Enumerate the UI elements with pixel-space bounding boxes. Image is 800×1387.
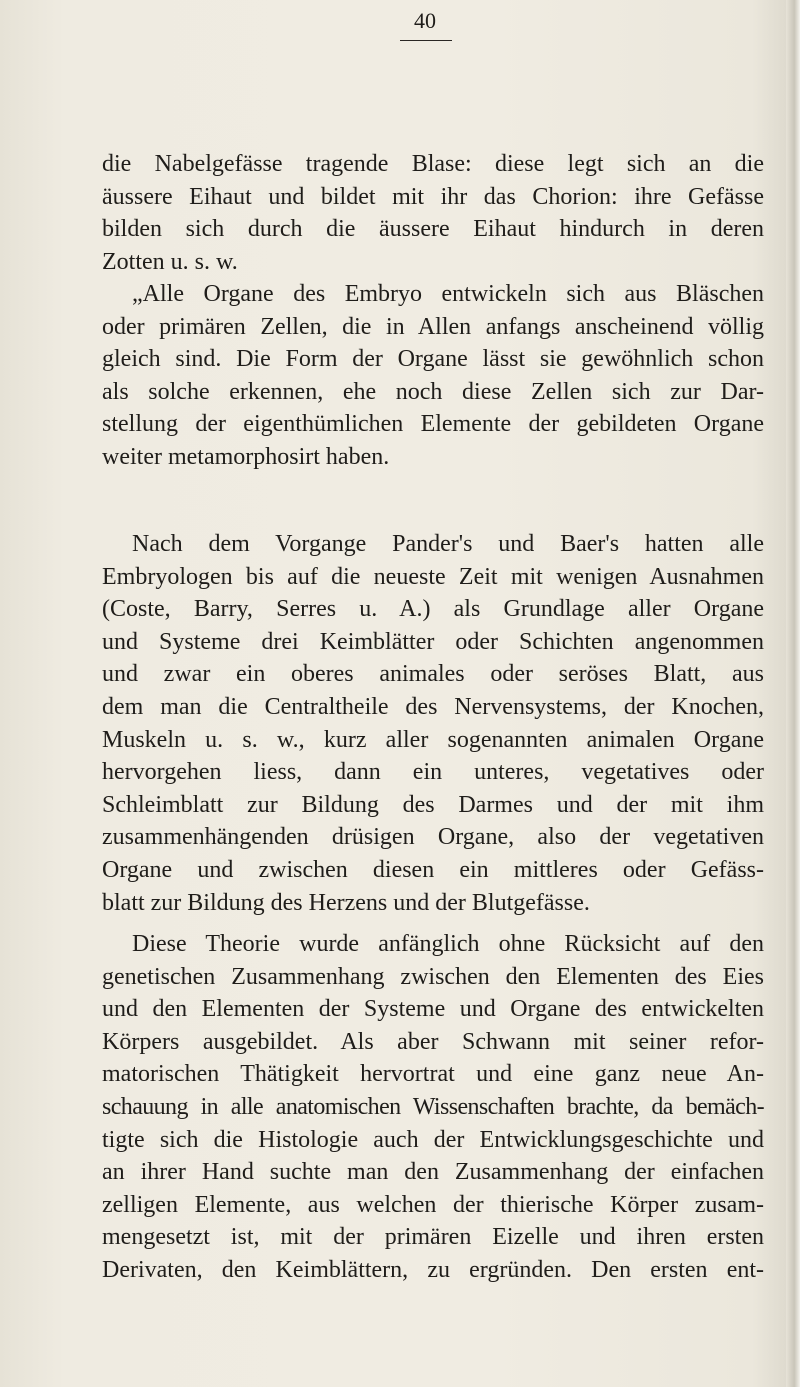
- text-line: dem man die Centraltheile des Nervensystems, der Knochen,: [102, 693, 764, 720]
- text-line: Nach dem Vorgange Pander's und Baer's hatten alle: [132, 531, 764, 557]
- text-line: oder primären Zellen, die in Allen anfangs anscheinend völlig: [102, 313, 764, 340]
- text-line: zusammenhängenden drüsigen Organe, also der vegetativen: [102, 824, 764, 851]
- text-line: Muskeln u. s. w., kurz aller sogenannten animalen Organe: [102, 726, 764, 753]
- page-number-rule: [400, 40, 452, 41]
- text-line: matorischen Thätigkeit hervortrat und eine ganz neue An-: [102, 1061, 764, 1088]
- text-line: Körpers ausgebildet. Als aber Schwann mit seiner refor-: [102, 1028, 764, 1055]
- text-line: Organe und zwischen diesen ein mittleres oder Gefäss-: [102, 856, 764, 883]
- text-line: genetischen Zusammenhang zwischen den Elementen des Eies: [102, 963, 764, 990]
- text-line: Zotten u. s. w.: [102, 248, 238, 275]
- text-line: „Alle Organe des Embryo entwickeln sich aus Bläschen: [132, 281, 764, 307]
- text-line: Diese Theorie wurde anfänglich ohne Rücksicht auf den: [132, 931, 764, 957]
- text-line: als solche erkennen, ehe noch diese Zellen sich zur Dar-: [102, 378, 764, 405]
- text-line: hervorgehen liess, dann ein unteres, vegetatives oder: [102, 759, 764, 786]
- text-line: tigte sich die Histologie auch der Entwicklungsgeschichte und: [102, 1126, 764, 1153]
- text-line: und zwar ein oberes animales oder seröses Blatt, aus: [102, 661, 764, 688]
- text-line: (Coste, Barry, Serres u. A.) als Grundlage aller Organe: [102, 596, 764, 623]
- text-line: blatt zur Bildung des Herzens und der Blutgefässe.: [102, 889, 590, 916]
- page-number: 40: [414, 8, 436, 33]
- text-line: Schleimblatt zur Bildung des Darmes und der mit ihm: [102, 791, 764, 818]
- text-line: die Nabelgefässe tragende Blase: diese legt sich an die: [102, 151, 764, 177]
- paragraph-1: [102, 148, 764, 278]
- text-line: und Systeme drei Keimblätter oder Schichten angenommen: [102, 628, 764, 655]
- text-line: äussere Eihaut und bildet mit ihr das Chorion: ihre Gefässe: [102, 183, 764, 210]
- text-line: bilden sich durch die äussere Eihaut hindurch in deren: [102, 216, 764, 243]
- text-line: Derivaten, den Keimblättern, zu ergründen. Den ersten ent-: [102, 1256, 764, 1283]
- text-line: stellung der eigenthümlichen Elemente der gebildeten Organe: [102, 411, 764, 438]
- text-line: zelligen Elemente, aus welchen der thierische Körper zusam-: [102, 1191, 764, 1218]
- paragraph-4: [102, 928, 764, 1287]
- text-line: Embryologen bis auf die neueste Zeit mit wenigen Ausnahmen: [102, 563, 764, 590]
- text-line: an ihrer Hand suchte man den Zusammenhang der einfachen: [102, 1159, 764, 1186]
- text-line: weiter metamorphosirt haben.: [102, 443, 390, 470]
- text-line: gleich sind. Die Form der Organe lässt sie gewöhnlich schon: [102, 346, 764, 373]
- text-line: mengesetzt ist, mit der primären Eizelle und ihren ersten: [102, 1224, 764, 1251]
- text-line: schauung in alle anatomischen Wissenschaften brachte, da bemäch-: [102, 1093, 764, 1120]
- paragraph-2: [102, 278, 764, 474]
- text-line: und den Elementen der Systeme und Organe des entwickelten: [102, 996, 764, 1023]
- paragraph-3: [102, 528, 764, 919]
- page-edge: [786, 0, 800, 1387]
